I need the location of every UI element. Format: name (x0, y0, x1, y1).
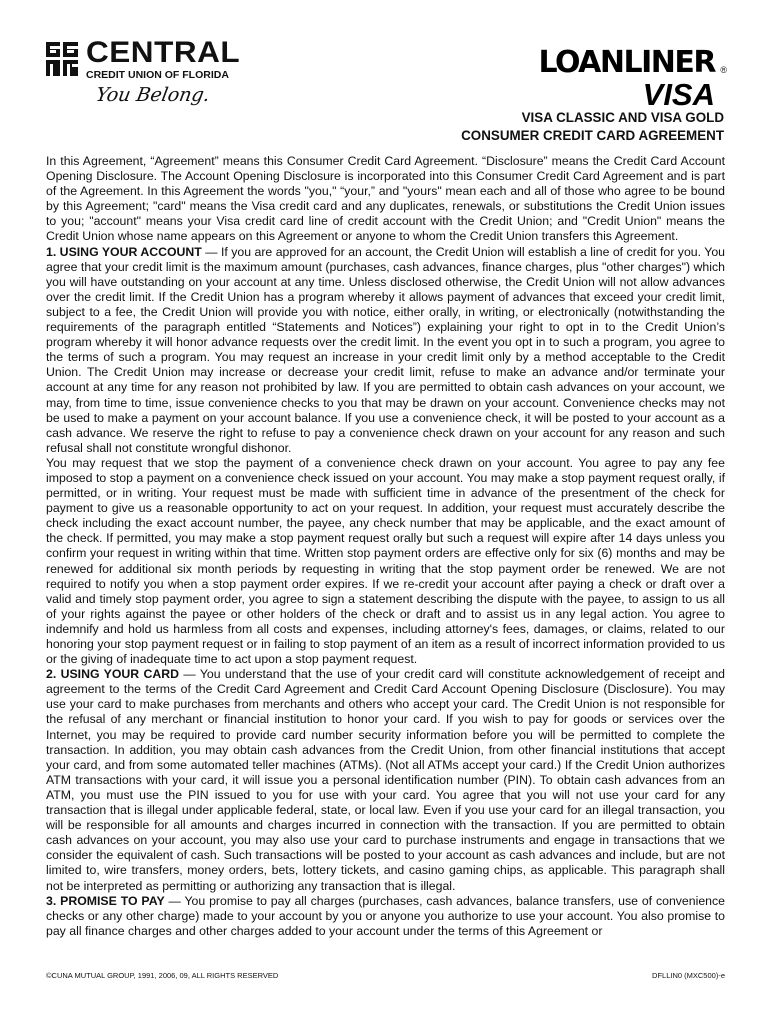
credit-union-logo (46, 36, 286, 106)
loanliner-visa-logo (538, 45, 727, 112)
section-2-paragraph-1 (46, 667, 725, 893)
intro-paragraph: In this Agreement, “Agreement” means this Consumer Credit Card Agreement. “Disclosure” means the Credit Card Account Opening Disclosure. The Account Opening Disclosure is incorporated into this Consumer Credit Card Agreement and is part of the Agreement. In this Agreement the words "you," “your,” and "yours" mean each and all of those who agree to be bound by this Agreement; "card" means the Visa credit card and any duplicates, renewals, or substitutions the Credit Union issues to you; "account" means your Visa credit card line of credit account with the Credit Union; and "Credit Union" means the Credit Union whose name appears on this Agreement or anyone to whom the Credit Union transfers this Agreement. (46, 154, 725, 244)
section-2-heading: 2. USING YOUR CARD (46, 667, 180, 682)
section-3-heading: 3. PROMISE TO PAY (46, 893, 165, 908)
section-1-paragraph-2: You may request that we stop the payment of a convenience check drawn on your account. You agree to pay any fee imposed to stop a payment on a convenience check issued on your account. You may make a stop payment request orally, if permitted, or in writing. Your request must be made with sufficient time in advance of the presentment of the check for payment to give us a reasonable opportunity to act on your request. In addition, your request must accurately describe the check including the exact account number, the payee, any check number that may be applicable, and the exact amount of the check. If permitted, you may make a stop payment request orally but such a request will expire after 14 days unless you confirm your request in writing within that time. Written stop payment orders are effective only for six (6) months and may be renewed for additional six month periods by requesting in writing that the stop payment order be renewed. We are not required to notify you when a stop payment order expires. If we re-credit your account after paying a check or draft over a valid and timely stop payment order, you agree to sign a statement describing the dispute with the payee, to assign to us all of your rights against the payee or other holders of the check or draft and to assist us in any legal action. You agree to indemnify and hold us harmless from all costs and expenses, including attorney's fees, damages, or claims, related to our honoring your stop payment request or in failing to stop payment of an item as a result of incorrect information provided to us or the giving of inadequate time to act upon a stop payment request. (46, 455, 725, 667)
title-line-1: VISA CLASSIC AND VISA GOLD (521, 110, 724, 125)
section-1-paragraph-1 (46, 245, 725, 456)
section-1-text: — If you are approved for an account, the Credit Union will establish a line of credit for you. You agree that your credit limit is the maximum amount (purchases, cash advances, finance charges, plus "other charges") which you will have outstanding on your account at any time. Unless disclosed otherwise, the Credit Union will not allow advances over the credit limit. If the Credit Union has a program whereby it allows payment of advances that exceed your credit limit, subject to a fee, the Credit Union will provide you with notice, either orally, in writing, or electronically (notwithstanding the requirements of the paragraph entitled “Statements and Notices”) explaining your right to opt in to the Credit Union’s program whereby it will honor advance requests over the credit limit. In the event you opt in to such a program, you agree to the terms of such a program. You may request an increase in your credit limit only by a method acceptable to the Credit Union. The Credit Union may increase or decrease your credit limit, refuse to make an advance and/or terminate your account at any time for any reason not prohibited by law. If you are permitted to obtain cash advances on your account, we may, from time to time, issue convenience checks to you that may be drawn on your account. Convenience checks may not be used to make a payment on your account balance. If you use a convenience check, it will be posted to your account as a cash advance. We reserve the right to refuse to pay a convenience check drawn on your account for any reason and such refusal shall not constitute wrongful dishonor. (46, 244, 725, 455)
section-1-heading: 1. USING YOUR ACCOUNT (46, 244, 202, 259)
org-subname: CREDIT UNION OF FLORIDA (86, 69, 229, 81)
agreement-body (46, 154, 725, 939)
credit-union-emblem-icon (46, 42, 78, 76)
title-line-2: CONSUMER CREDIT CARD AGREEMENT (461, 127, 724, 143)
section-3-text: — You promise to pay all charges (purchases, cash advances, balance transfers, use of convenience checks or any other charge) made to your account by you or anyone you authorize to use your account. You also promise to pay all finance charges and other charges added to your account under the terms of this Agreement or (46, 893, 726, 938)
registered-mark: ® (720, 65, 727, 75)
tagline: You Belong. (94, 84, 212, 106)
copyright-notice: ©CUNA MUTUAL GROUP, 1991, 2006, 09, ALL RIGHTS RESERVED (46, 971, 279, 980)
loanliner-wordmark: LOANLINER (538, 45, 715, 80)
section-3-paragraph-1 (46, 894, 725, 939)
document-title (461, 109, 724, 144)
section-2-text: — You understand that the use of your credit card will constitute acknowledgement of receipt and agreement to the terms of the Credit Card Agreement and Credit Card Account Opening Disclosure (Disclosure). You may use your card to make purchases from merchants and others who accept your card. The Credit Union is not responsible for the refusal of any merchant or financial institution to honor your card. If you wish to pay for goods or services over the Internet, you may be required to provide card number security information before you will be permitted to complete the transaction. In addition, you may obtain cash advances from the Credit Union, from other financial institutions that accept your card, and from some automated teller machines (ATMs). (Not all ATMs accept your card.) If the Credit Union authorizes ATM transactions with your card, it will issue you a personal identification number (PIN). To obtain cash advances from an ATM, you must use the PIN issued to you for use with your card. You agree that you will not use your card for any transaction that is illegal under applicable federal, state, or local law. Even if you use your card for an illegal transaction, you will be responsible for all amounts and charges incurred in connection with the transaction. If you are permitted to obtain cash advances on your account, you may also use your card to purchase instruments and engage in transactions that we consider the equivalent of cash. Such transactions will be posted to your account as cash advances and include, but are not limited to, wire transfers, money orders, bets, lottery tickets, and casino gaming chips, as applicable. This paragraph shall not be interpreted as permitting or authorizing any transaction that is illegal. (46, 667, 725, 893)
form-code: DFLLIN0 (MXC500)-e (652, 971, 725, 980)
org-name: CENTRAL (86, 36, 241, 69)
visa-wordmark: VISA (642, 77, 715, 112)
